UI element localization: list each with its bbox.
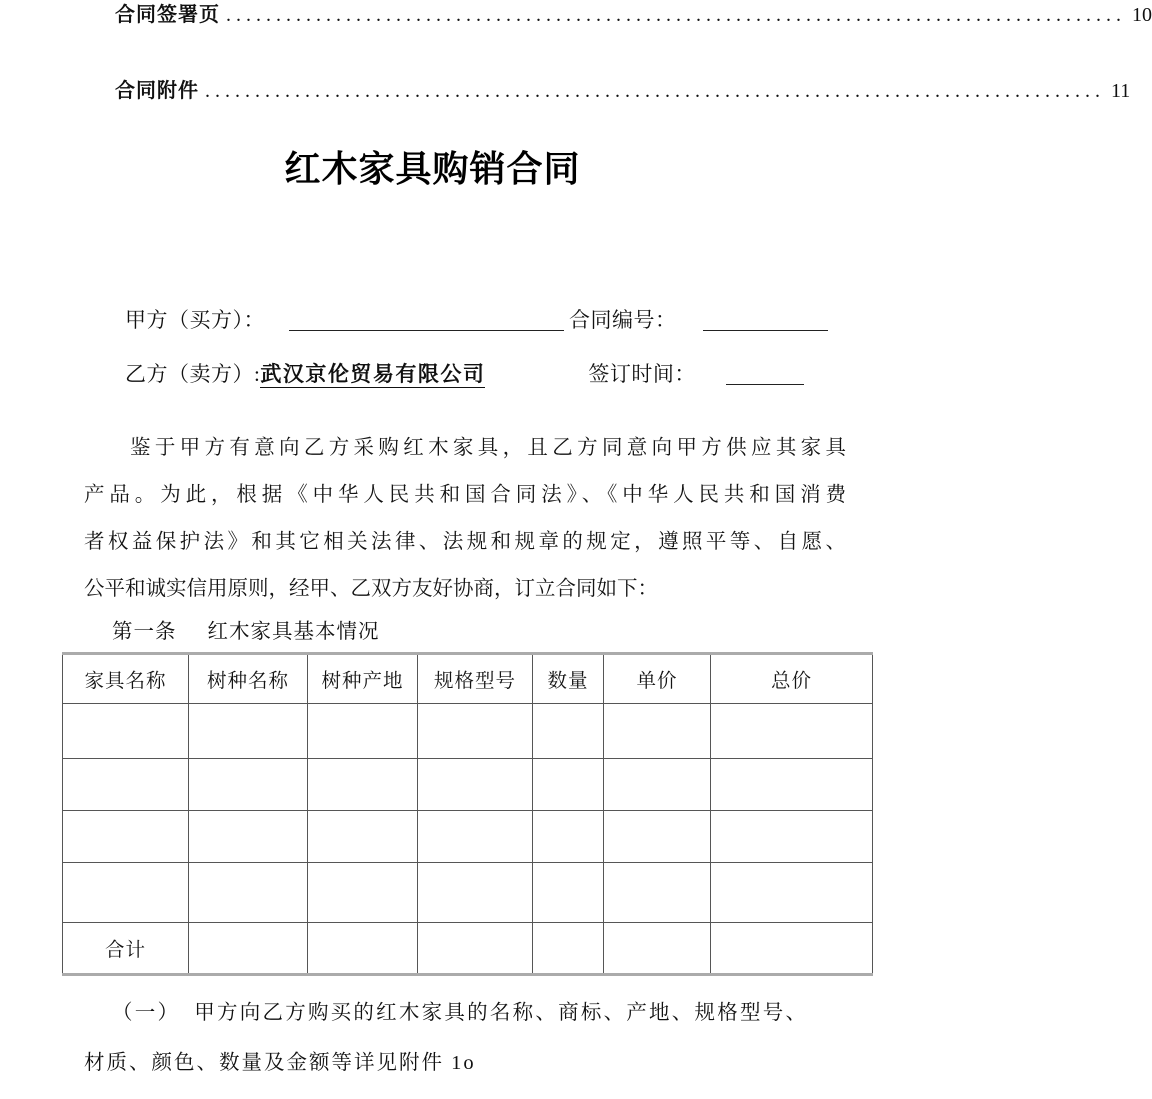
table-row — [63, 759, 873, 811]
table-cell — [63, 863, 189, 923]
table-cell — [308, 759, 418, 811]
table-header-cell: 树种名称 — [189, 654, 308, 704]
intro-paragraph — [84, 425, 846, 613]
toc-row — [115, 79, 1131, 103]
table-cell: 合计 — [63, 923, 189, 975]
table-cell — [711, 759, 873, 811]
table-total-row — [63, 923, 873, 975]
party-a-blank-line — [289, 310, 564, 331]
item-one-text: 甲方向乙方购买的红木家具的名称、商标、产地、规格型号、 — [194, 1002, 807, 1024]
table-header-cell: 数量 — [533, 654, 604, 704]
intro-line: 者权益保护法》和其它相关法律、法规和规章的规定，遵照平等、自愿、 — [84, 531, 846, 553]
toc-leader-dots: .......................................................................................... — [205, 80, 1105, 102]
table-header-row — [63, 654, 873, 704]
table-cell — [189, 923, 308, 975]
table-cell — [604, 863, 711, 923]
intro-line: 公平和诚实信用原则，经甲、乙双方友好协商，订立合同如下： — [84, 578, 658, 600]
party-a-row — [125, 307, 920, 333]
table-cell — [533, 923, 604, 975]
table-cell — [418, 811, 533, 863]
table-cell — [308, 704, 418, 759]
item-one-line-2: 材质、颜色、数量及金额等详见附件 1o — [84, 1052, 476, 1074]
table-cell — [63, 704, 189, 759]
table-cell — [189, 811, 308, 863]
table-cell — [63, 811, 189, 863]
table-cell — [418, 759, 533, 811]
toc-entry-label: 合同签署页 — [115, 4, 220, 26]
table-row — [63, 704, 873, 759]
table-cell — [711, 863, 873, 923]
item-one-number: （一） — [112, 1002, 181, 1024]
intro-line: 产品。为此，根据《中华人民共和国合同法》、《中华人民共和国消费 — [84, 484, 846, 506]
toc-entry-label: 合同附件 — [115, 80, 199, 102]
table-header-cell: 规格型号 — [418, 654, 533, 704]
party-b-label: 乙方（卖方）: — [125, 362, 261, 386]
table-cell — [189, 704, 308, 759]
table-cell — [604, 704, 711, 759]
intro-line: 鉴于甲方有意向乙方采购红木家具，且乙方同意向甲方供应其家具 — [130, 437, 846, 459]
clause-1-title: 红木家具基本情况 — [207, 621, 380, 643]
table-cell — [308, 923, 418, 975]
table-cell — [418, 863, 533, 923]
table-cell — [604, 923, 711, 975]
sign-date-blank-line — [726, 364, 804, 385]
table-header-cell: 单价 — [604, 654, 711, 704]
toc — [0, 0, 1152, 103]
clause-1-heading — [112, 619, 920, 645]
toc-row — [115, 3, 1152, 27]
clause-1-number: 第一条 — [112, 621, 177, 643]
table-cell — [63, 759, 189, 811]
item-one-line-1 — [112, 1001, 806, 1025]
table-cell — [308, 863, 418, 923]
table-cell — [189, 759, 308, 811]
table-cell — [418, 704, 533, 759]
table-cell — [604, 759, 711, 811]
table-cell — [604, 811, 711, 863]
table-cell — [189, 863, 308, 923]
table-row — [63, 811, 873, 863]
table-cell — [711, 811, 873, 863]
furniture-table — [62, 652, 873, 976]
table-cell — [533, 704, 604, 759]
sign-date-label: 签订时间： — [588, 362, 696, 386]
table-header-cell: 总价 — [711, 654, 873, 704]
toc-leader-dots: .......................................................................................... — [226, 4, 1126, 26]
table-cell — [533, 811, 604, 863]
toc-page-number: 10 — [1132, 4, 1152, 26]
table-cell — [711, 704, 873, 759]
document-title: 红木家具购销合同 — [284, 148, 581, 189]
party-a-label: 甲方（买方）： — [125, 308, 265, 332]
table-cell — [308, 811, 418, 863]
contract-no-blank-line — [703, 310, 828, 331]
table-row — [63, 863, 873, 923]
table-cell — [533, 863, 604, 923]
toc-page-number: 11 — [1111, 80, 1131, 102]
table-cell — [711, 923, 873, 975]
table-header-cell: 家具名称 — [63, 654, 189, 704]
contract-no-label: 合同编号： — [569, 308, 677, 332]
party-b-row — [125, 361, 920, 387]
table-header-cell: 树种产地 — [308, 654, 418, 704]
table-cell — [418, 923, 533, 975]
party-b-company-name: 武汉京伦贸易有限公司 — [260, 362, 486, 386]
table-cell — [533, 759, 604, 811]
